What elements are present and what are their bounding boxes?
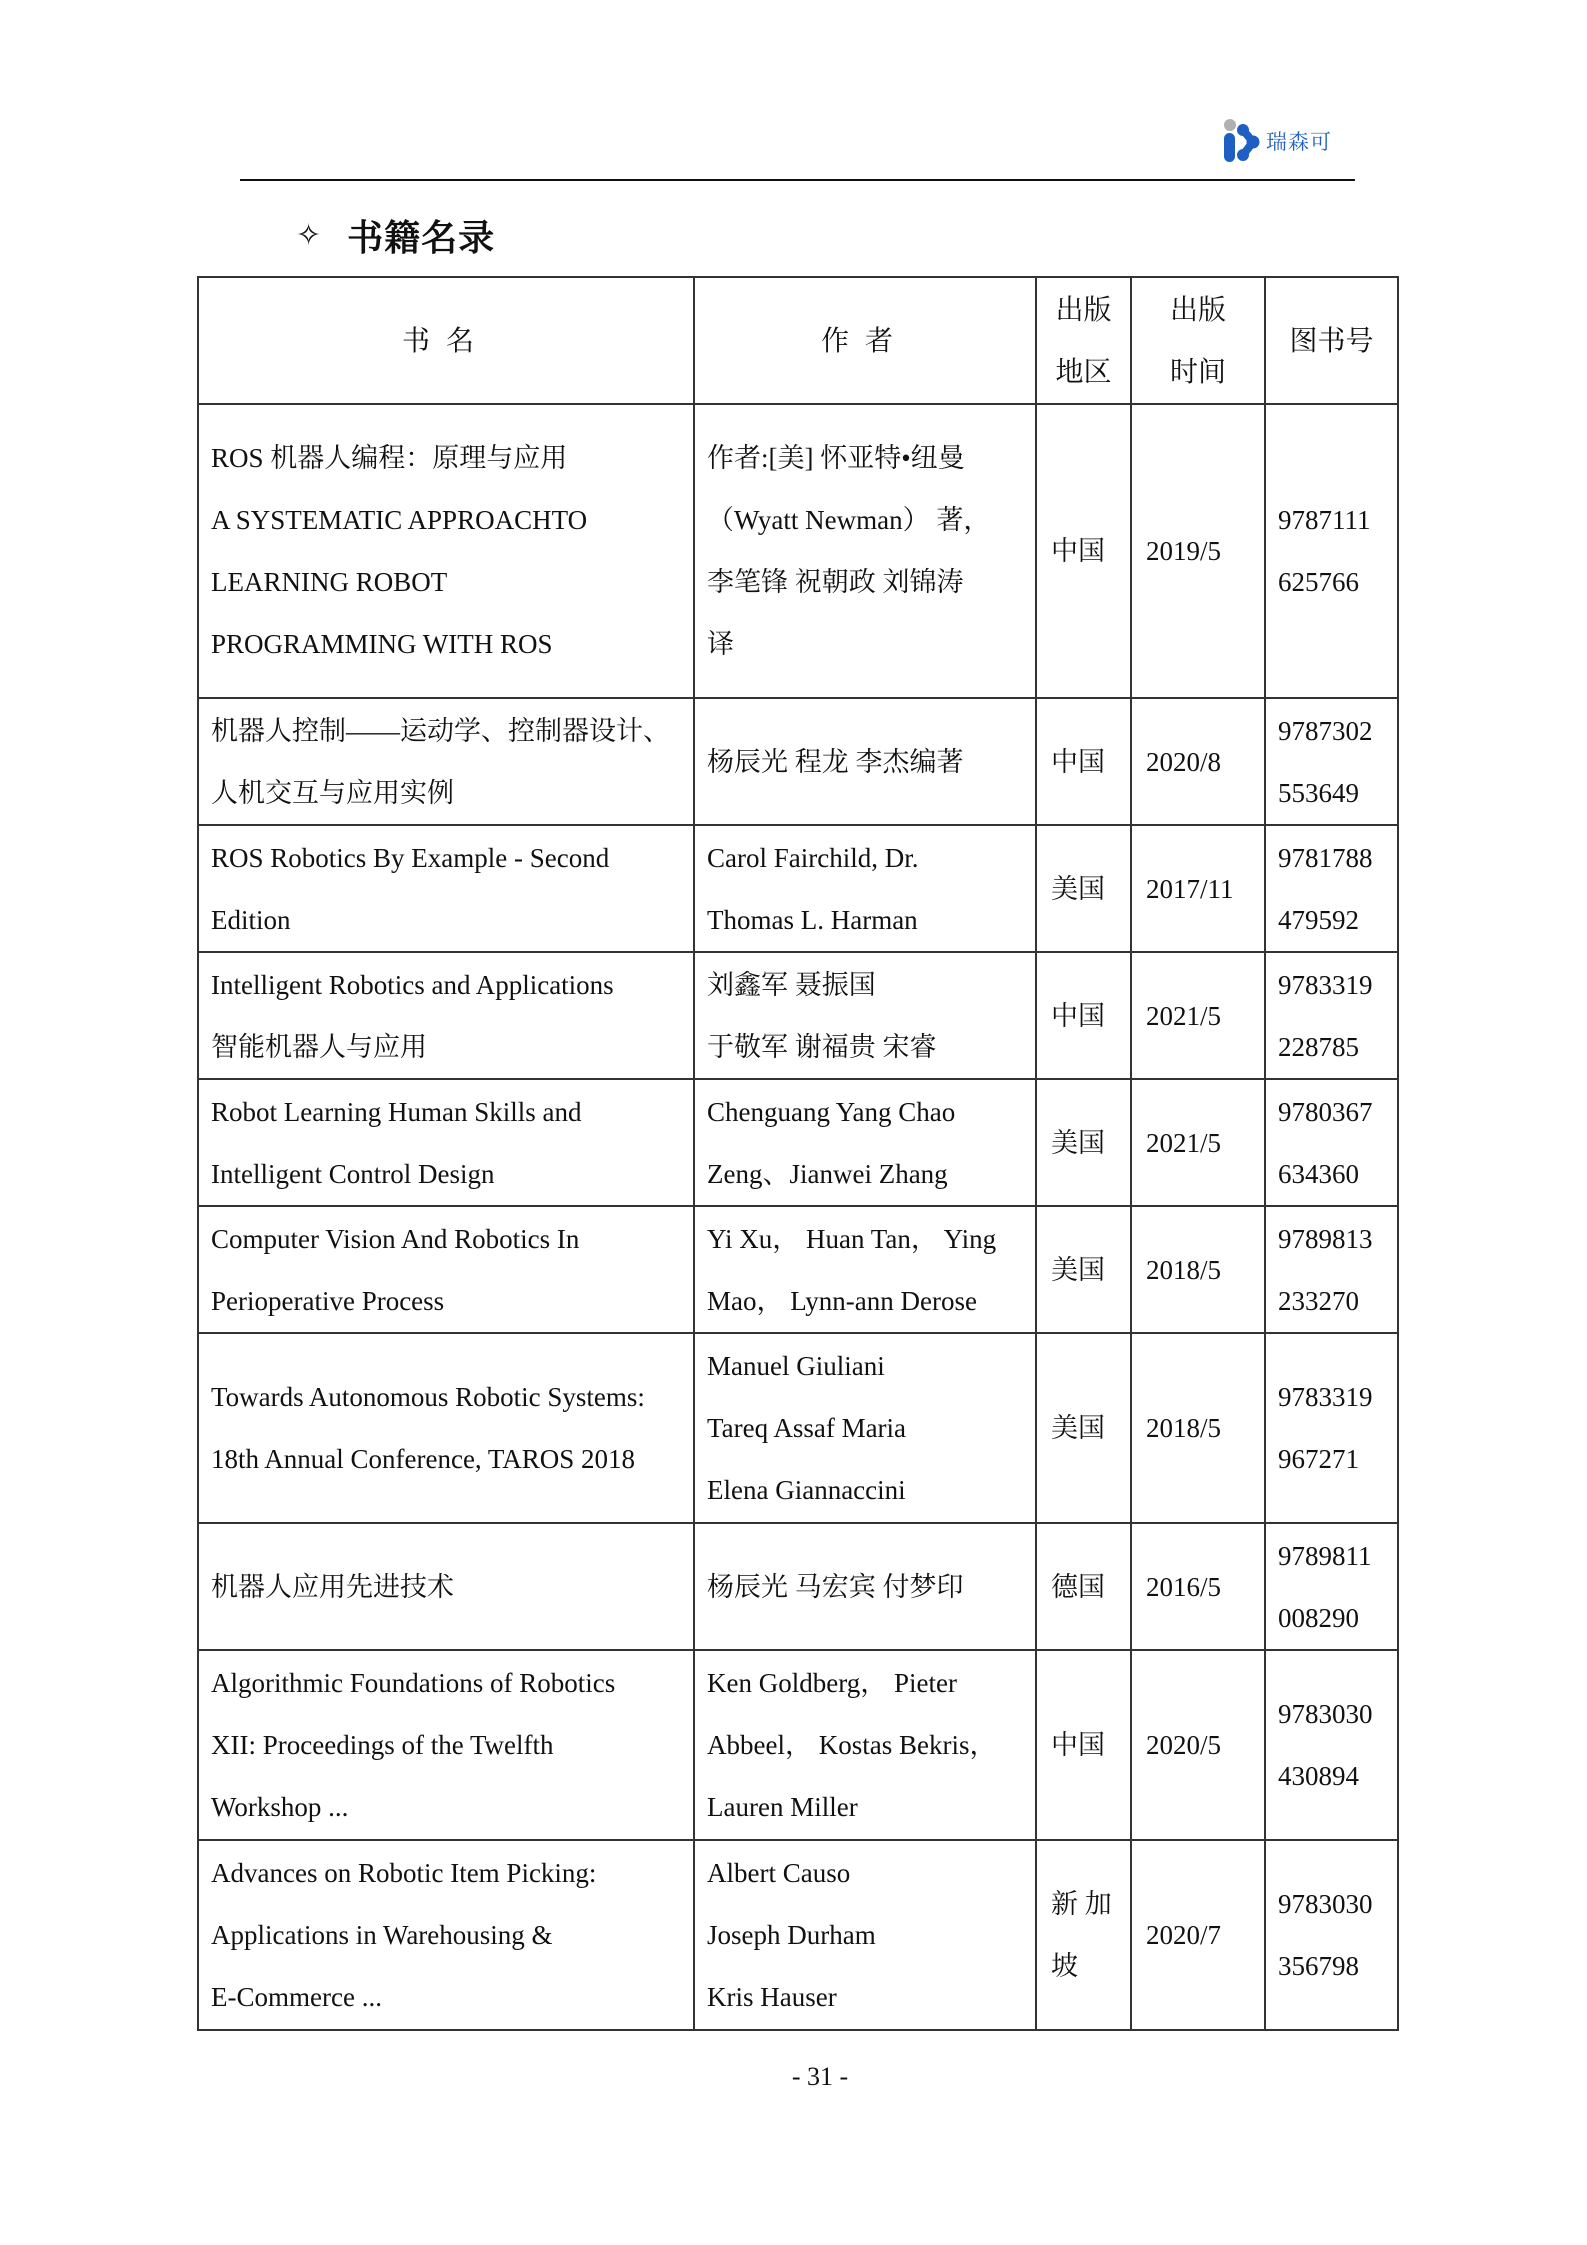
cell-region-line: 新 加	[1051, 1889, 1112, 1919]
cell-title-line: Robot Learning Human Skills and	[211, 1096, 582, 1127]
cell-title-line: A SYSTEMATIC APPROACHTO	[211, 505, 588, 535]
cell-author	[694, 1079, 1036, 1206]
header-date: 出版 时间	[1131, 277, 1265, 404]
table-row	[198, 404, 1398, 698]
cell-author-line: Albert Causo	[707, 1858, 851, 1888]
company-logo	[1222, 118, 1332, 164]
table-row	[198, 825, 1398, 952]
cell-region: 美国	[1036, 1333, 1131, 1523]
cell-author-line: Joseph Durham	[707, 1920, 876, 1950]
cell-author-line: Tareq Assaf Maria	[707, 1413, 907, 1443]
cell-region: 美国	[1036, 1206, 1131, 1333]
cell-region	[1036, 1840, 1131, 2030]
cell-title	[198, 404, 694, 698]
cell-title	[198, 1840, 694, 2030]
cell-isbn	[1265, 1840, 1398, 2030]
cell-author	[694, 1333, 1036, 1523]
cell-author	[694, 698, 1036, 825]
cell-title-line: Perioperative Process	[211, 1285, 445, 1316]
cell-author-line: Mao， Lynn-ann Derose	[707, 1285, 977, 1316]
cell-title-line: Intelligent Robotics and Applications	[211, 969, 614, 1000]
cell-isbn	[1265, 404, 1398, 698]
cell-author	[694, 1206, 1036, 1333]
cell-author-line: Lauren Miller	[707, 1792, 858, 1822]
cell-isbn-line: 9780367	[1278, 1096, 1373, 1127]
cell-author-line: Thomas L. Harman	[707, 904, 918, 935]
cell-isbn-line: 9787111	[1278, 505, 1371, 535]
cell-isbn-line: 553649	[1278, 777, 1359, 808]
cell-region: 中国	[1036, 698, 1131, 825]
cell-title	[198, 1523, 694, 1650]
cell-title	[198, 952, 694, 1079]
cell-date: 2019/5	[1131, 404, 1265, 698]
logo-mark-icon	[1222, 118, 1260, 164]
cell-author-line: 刘鑫军 聂振国	[707, 969, 876, 1000]
cell-date: 2020/7	[1131, 1840, 1265, 2030]
table-row	[198, 1840, 1398, 2030]
cell-isbn-line: 9783319	[1278, 1382, 1373, 1412]
cell-isbn	[1265, 1206, 1398, 1333]
table-row	[198, 1079, 1398, 1206]
cell-author-line: Kris Hauser	[707, 1982, 837, 2012]
cell-author-line: Carol Fairchild, Dr.	[707, 842, 919, 873]
section-heading	[296, 210, 495, 261]
cell-title-line: 智能机器人与应用	[211, 1031, 427, 1062]
cell-title-line: Advances on Robotic Item Picking:	[211, 1858, 597, 1888]
cell-isbn-line: 228785	[1278, 1031, 1359, 1062]
table-row	[198, 1206, 1398, 1333]
cell-author-line: Elena Giannaccini	[707, 1475, 906, 1505]
cell-isbn-line: 9787302	[1278, 715, 1373, 746]
header-rule	[240, 179, 1355, 181]
cell-author-line: 杨辰光 程龙 李杰编著	[707, 746, 964, 777]
cell-title-line: E-Commerce ...	[211, 1982, 382, 2012]
cell-author-line: （Wyatt Newman） 著，	[707, 505, 991, 535]
cell-title-line: 18th Annual Conference, TAROS 2018	[211, 1444, 636, 1474]
cell-region: 美国	[1036, 825, 1131, 952]
page-number: - 31 -	[791, 2062, 849, 2091]
cell-date: 2021/5	[1131, 1079, 1265, 1206]
header-title: 书名	[198, 277, 694, 404]
table-row	[198, 1650, 1398, 1840]
cell-date: 2017/11	[1131, 825, 1265, 952]
cell-isbn-line: 233270	[1278, 1285, 1359, 1316]
four-pointed-star-icon: ✧	[296, 217, 322, 253]
cell-isbn-line: 9783319	[1278, 969, 1373, 1000]
header-isbn: 图书号	[1265, 277, 1398, 404]
cell-title-line: Algorithmic Foundations of Robotics	[211, 1668, 616, 1698]
cell-isbn	[1265, 698, 1398, 825]
cell-isbn-line: 430894	[1278, 1761, 1359, 1791]
cell-title-line: 机器人控制——运动学、控制器设计、	[211, 715, 670, 746]
table-row	[198, 1333, 1398, 1523]
cell-author-line: 杨辰光 马宏宾 付梦印	[707, 1571, 964, 1602]
cell-author-line: Manuel Giuliani	[707, 1351, 885, 1381]
cell-title-line: Edition	[211, 904, 291, 935]
cell-region: 美国	[1036, 1079, 1131, 1206]
cell-title-line: 机器人应用先进技术	[211, 1571, 454, 1602]
cell-author	[694, 1840, 1036, 2030]
cell-region: 中国	[1036, 404, 1131, 698]
cell-region: 中国	[1036, 952, 1131, 1079]
cell-title-line: Computer Vision And Robotics In	[211, 1223, 580, 1254]
cell-title-line: Workshop ...	[211, 1792, 349, 1822]
header-region: 出版 地区	[1036, 277, 1131, 404]
cell-author-line: 作者:[美] 怀亚特•纽曼	[707, 443, 965, 473]
cell-author	[694, 404, 1036, 698]
cell-isbn-line: 9783030	[1278, 1699, 1373, 1729]
cell-title-line: Intelligent Control Design	[211, 1158, 495, 1189]
cell-date: 2018/5	[1131, 1206, 1265, 1333]
cell-author	[694, 1523, 1036, 1650]
cell-title-line: PROGRAMMING WITH ROS	[211, 629, 553, 659]
cell-isbn-line: 9781788	[1278, 842, 1373, 873]
table-row	[198, 698, 1398, 825]
cell-title-line: ROS 机器人编程：原理与应用	[211, 443, 568, 473]
cell-region: 德国	[1036, 1523, 1131, 1650]
cell-date: 2021/5	[1131, 952, 1265, 1079]
cell-title-line: XII: Proceedings of the Twelfth	[211, 1730, 554, 1760]
cell-author	[694, 825, 1036, 952]
cell-isbn-line: 9783030	[1278, 1889, 1373, 1919]
books-table	[197, 276, 1399, 2031]
cell-author	[694, 1650, 1036, 1840]
cell-author-line: 译	[707, 629, 734, 659]
cell-title-line: ROS Robotics By Example - Second	[211, 842, 610, 873]
cell-title-line: Towards Autonomous Robotic Systems:	[211, 1382, 645, 1412]
cell-isbn	[1265, 1079, 1398, 1206]
table-row	[198, 1523, 1398, 1650]
header-author: 作者	[694, 277, 1036, 404]
cell-isbn-line: 479592	[1278, 904, 1359, 935]
cell-date: 2016/5	[1131, 1523, 1265, 1650]
cell-title	[198, 1079, 694, 1206]
cell-author-line: Zeng、Jianwei Zhang	[707, 1158, 948, 1189]
cell-author-line: 于敬军 谢福贵 宋睿	[707, 1031, 937, 1062]
cell-isbn	[1265, 1333, 1398, 1523]
cell-title-line: 人机交互与应用实例	[211, 777, 454, 808]
cell-author-line: 李笔锋 祝朝政 刘锦涛	[707, 567, 964, 597]
cell-title-line: LEARNING ROBOT	[211, 567, 448, 597]
cell-date: 2020/5	[1131, 1650, 1265, 1840]
cell-isbn-line: 967271	[1278, 1444, 1359, 1474]
cell-region: 中国	[1036, 1650, 1131, 1840]
cell-author-line: Abbeel， Kostas Bekris，	[707, 1730, 997, 1760]
logo-text: 瑞森可	[1266, 130, 1332, 154]
section-title: 书籍名录	[347, 218, 496, 259]
cell-title	[198, 1333, 694, 1523]
cell-isbn-line: 625766	[1278, 567, 1359, 597]
cell-isbn-line: 634360	[1278, 1158, 1359, 1189]
cell-title	[198, 825, 694, 952]
cell-author-line: Ken Goldberg， Pieter	[707, 1668, 957, 1698]
cell-title	[198, 698, 694, 825]
cell-isbn-line: 008290	[1278, 1602, 1359, 1633]
cell-date: 2018/5	[1131, 1333, 1265, 1523]
cell-isbn	[1265, 952, 1398, 1079]
cell-date: 2020/8	[1131, 698, 1265, 825]
cell-title	[198, 1650, 694, 1840]
cell-title	[198, 1206, 694, 1333]
cell-region-line: 坡	[1051, 1951, 1078, 1981]
cell-author-line: Chenguang Yang Chao	[707, 1096, 956, 1127]
cell-isbn-line: 9789811	[1278, 1540, 1372, 1571]
cell-author-line: Yi Xu， Huan Tan， Ying	[707, 1223, 997, 1254]
table-row	[198, 952, 1398, 1079]
table-header-row	[198, 277, 1398, 404]
cell-author	[694, 952, 1036, 1079]
cell-isbn-line: 9789813	[1278, 1223, 1373, 1254]
cell-isbn-line: 356798	[1278, 1951, 1359, 1981]
cell-isbn	[1265, 825, 1398, 952]
cell-title-line: Applications in Warehousing &	[211, 1920, 553, 1950]
cell-isbn	[1265, 1650, 1398, 1840]
cell-isbn	[1265, 1523, 1398, 1650]
